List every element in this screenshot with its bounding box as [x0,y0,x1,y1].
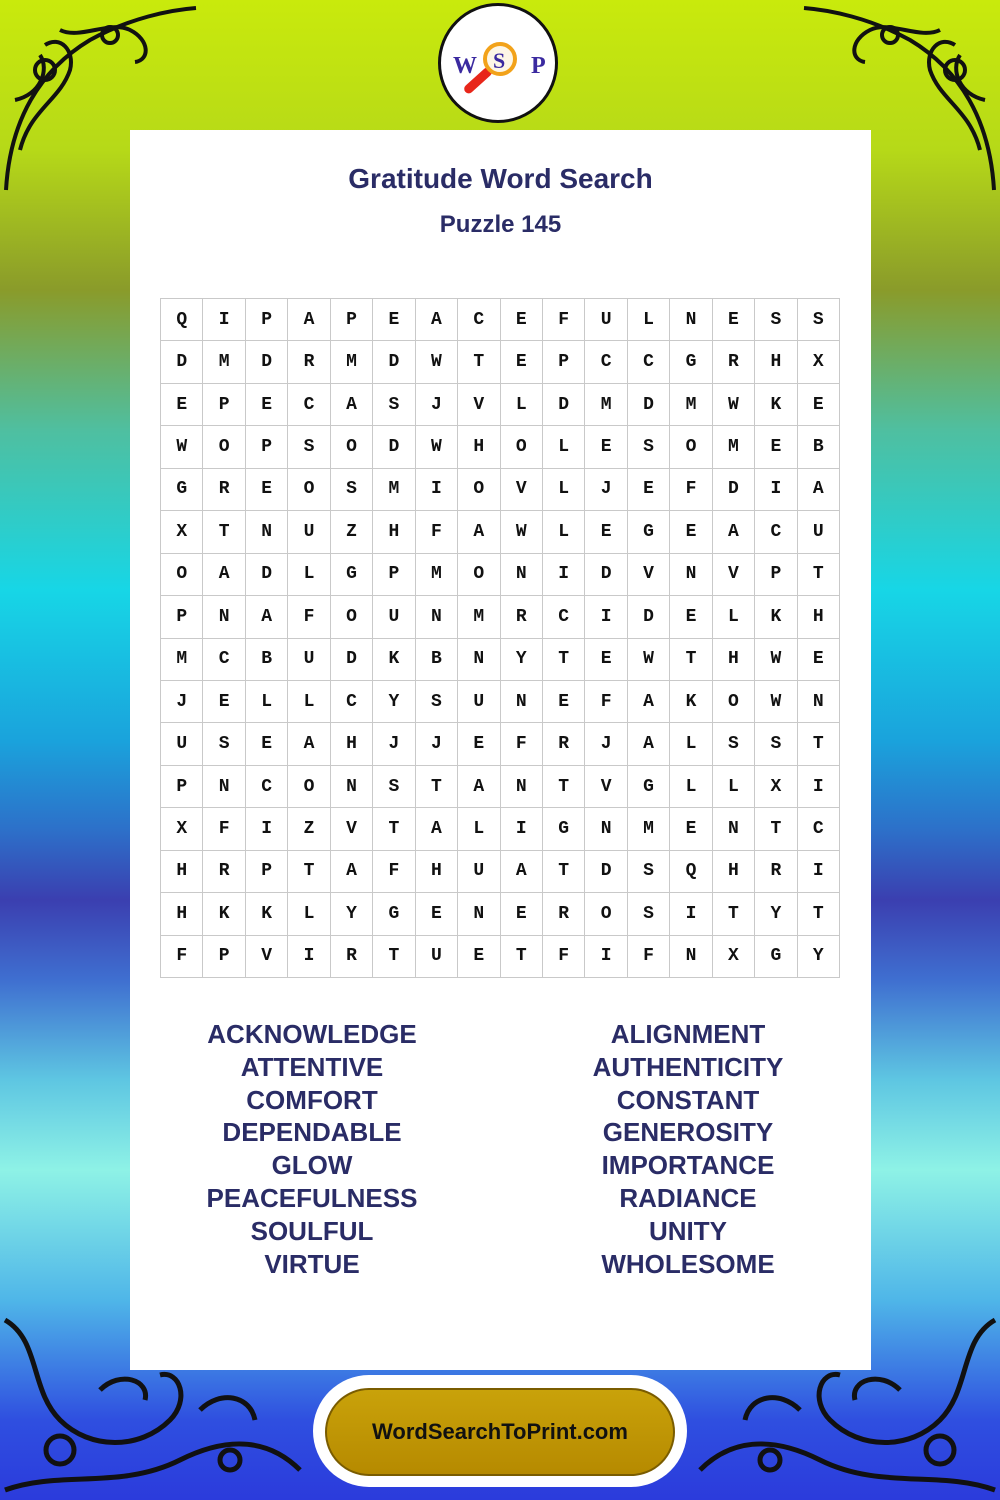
word-list-item: IMPORTANCE [601,1150,775,1181]
grid-cell: W [416,426,458,468]
grid-cell: L [543,511,585,553]
grid-cell: H [755,341,797,383]
grid-cell: D [713,469,755,511]
grid-cell: S [628,426,670,468]
grid-cell: L [543,426,585,468]
grid-cell: E [798,639,840,681]
grid-cell: G [161,469,203,511]
grid-cell: R [755,851,797,893]
grid-cell: I [670,893,712,935]
grid-cell: E [501,341,543,383]
grid-cell: Y [501,639,543,681]
grid-cell: E [501,299,543,341]
grid-cell: P [246,426,288,468]
grid-cell: T [501,936,543,978]
grid-cell: X [161,511,203,553]
grid-cell: D [628,596,670,638]
grid-cell: E [670,808,712,850]
website-link-label: WordSearchToPrint.com [372,1419,628,1444]
grid-cell: P [203,384,245,426]
grid-cell: P [246,299,288,341]
grid-cell: V [585,766,627,808]
grid-cell: N [416,596,458,638]
grid-cell: I [755,469,797,511]
grid-cell: M [713,426,755,468]
grid-cell: C [543,596,585,638]
grid-cell: P [543,341,585,383]
grid-cell: U [416,936,458,978]
grid-cell: N [501,681,543,723]
grid-cell: O [458,469,500,511]
grid-cell: E [458,723,500,765]
grid-cell: V [331,808,373,850]
grid-cell: H [161,851,203,893]
grid-cell: L [713,596,755,638]
grid-cell: A [416,808,458,850]
grid-cell: Y [798,936,840,978]
grid-cell: P [331,299,373,341]
grid-cell: C [288,384,330,426]
grid-cell: J [161,681,203,723]
grid-cell: F [628,936,670,978]
grid-cell: I [246,808,288,850]
grid-cell: U [288,511,330,553]
grid-cell: B [798,426,840,468]
grid-cell: U [373,596,415,638]
grid-cell: E [585,511,627,553]
grid-cell: M [416,554,458,596]
grid-cell: S [798,299,840,341]
grid-cell: T [373,936,415,978]
grid-cell: F [416,511,458,553]
grid-cell: I [203,299,245,341]
grid-cell: S [373,766,415,808]
grid-cell: E [670,511,712,553]
grid-cell: K [203,893,245,935]
grid-cell: A [458,511,500,553]
grid-cell: E [246,723,288,765]
grid-cell: V [501,469,543,511]
grid-cell: E [670,596,712,638]
grid-cell: N [458,639,500,681]
word-list-item: ACKNOWLEDGE [207,1019,417,1049]
grid-cell: N [670,936,712,978]
grid-cell: O [713,681,755,723]
grid-cell: E [203,681,245,723]
grid-cell: T [670,639,712,681]
grid-cell: I [585,596,627,638]
grid-cell: T [713,893,755,935]
grid-cell: A [288,299,330,341]
grid-cell: F [501,723,543,765]
grid-cell: L [501,384,543,426]
grid-cell: C [246,766,288,808]
puzzle-title: Gratitude Word Search [348,163,653,194]
website-link-button[interactable] [325,1388,675,1476]
grid-cell: M [670,384,712,426]
grid-cell: X [713,936,755,978]
grid-cell: O [288,766,330,808]
grid-cell: K [755,596,797,638]
word-list-item: VIRTUE [264,1248,360,1279]
grid-cell: L [288,893,330,935]
grid-cell: E [713,299,755,341]
grid-cell: G [331,554,373,596]
grid-cell: L [543,469,585,511]
grid-cell: T [458,341,500,383]
grid-cell: D [246,341,288,383]
grid-cell: H [373,511,415,553]
grid-cell: H [416,851,458,893]
grid-cell: I [798,851,840,893]
grid-cell: O [203,426,245,468]
grid-cell: N [331,766,373,808]
grid-cell: H [161,893,203,935]
grid-cell: C [585,341,627,383]
grid-cell: O [458,554,500,596]
grid-cell: H [713,851,755,893]
grid-cell: J [585,469,627,511]
grid-cell: A [458,766,500,808]
grid-cell: E [755,426,797,468]
grid-cell: F [670,469,712,511]
grid-cell: E [416,893,458,935]
grid-cell: R [203,469,245,511]
grid-cell: T [288,851,330,893]
grid-cell: L [246,681,288,723]
grid-cell: I [501,808,543,850]
grid-cell: W [628,639,670,681]
grid-cell: L [288,681,330,723]
grid-cell: E [585,639,627,681]
grid-cell: O [331,426,373,468]
grid-cell: W [161,426,203,468]
grid-cell: W [713,384,755,426]
grid-cell: W [416,341,458,383]
grid-cell: N [458,893,500,935]
grid-cell: W [755,639,797,681]
word-list-item: UNITY [649,1215,727,1246]
grid-cell: M [331,341,373,383]
grid-cell: R [288,341,330,383]
grid-cell: E [585,426,627,468]
grid-cell: M [458,596,500,638]
grid-cell: A [246,596,288,638]
word-list-item: AUTHENTICITY [592,1051,784,1082]
grid-cell: U [458,681,500,723]
grid-cell: P [246,851,288,893]
grid-cell: A [628,723,670,765]
grid-cell: S [628,851,670,893]
grid-cell: P [755,554,797,596]
grid-cell: P [203,936,245,978]
puzzle-number: Puzzle 145 [439,211,562,238]
grid-cell: C [331,681,373,723]
grid-cell: B [246,639,288,681]
wsp-logo[interactable] [438,3,558,123]
word-list-right [523,1018,853,1280]
grid-cell: M [585,384,627,426]
grid-cell: D [331,639,373,681]
grid-cell: I [585,936,627,978]
grid-cell: A [713,511,755,553]
grid-cell: L [670,766,712,808]
grid-cell: V [628,554,670,596]
grid-cell: D [585,554,627,596]
grid-cell: I [798,766,840,808]
grid-cell: E [246,384,288,426]
grid-cell: T [373,808,415,850]
grid-cell: D [161,341,203,383]
grid-cell: C [755,511,797,553]
grid-cell: Y [331,893,373,935]
grid-cell: G [373,893,415,935]
grid-cell: A [331,384,373,426]
grid-cell: X [161,808,203,850]
grid-cell: T [203,511,245,553]
grid-cell: E [161,384,203,426]
grid-cell: C [798,808,840,850]
grid-cell: A [288,723,330,765]
logo-letter-s: S [493,48,506,73]
grid-cell: V [458,384,500,426]
grid-cell: N [670,299,712,341]
grid-cell: L [670,723,712,765]
grid-cell: S [331,469,373,511]
word-list-item: COMFORT [246,1084,378,1115]
grid-cell: E [798,384,840,426]
grid-cell: D [373,341,415,383]
grid-cell: N [501,766,543,808]
grid-cell: T [798,723,840,765]
grid-cell: A [798,469,840,511]
grid-cell: R [331,936,373,978]
grid-cell: R [203,851,245,893]
grid-cell: E [246,469,288,511]
grid-cell: P [373,554,415,596]
grid-cell: I [543,554,585,596]
grid-cell: R [713,341,755,383]
grid-cell: A [331,851,373,893]
word-list-item: CONSTANT [616,1084,760,1115]
grid-cell: H [458,426,500,468]
grid-cell: J [585,723,627,765]
word-list-item: WHOLESOME [601,1248,775,1279]
grid-cell: I [416,469,458,511]
grid-cell: T [543,766,585,808]
grid-cell: D [246,554,288,596]
grid-cell: C [203,639,245,681]
word-list-item: GENEROSITY [602,1117,774,1148]
word-list-item: ALIGNMENT [610,1019,766,1049]
grid-cell: U [585,299,627,341]
grid-cell: X [755,766,797,808]
grid-cell: W [501,511,543,553]
grid-cell: F [203,808,245,850]
grid-cell: O [288,469,330,511]
grid-cell: G [628,766,670,808]
grid-cell: H [798,596,840,638]
grid-cell: I [288,936,330,978]
grid-cell: T [755,808,797,850]
grid-cell: S [755,299,797,341]
logo-letter-w: W [453,53,477,79]
grid-cell: X [798,341,840,383]
grid-cell: D [543,384,585,426]
word-list-item: RADIANCE [619,1182,757,1213]
grid-cell: S [416,681,458,723]
grid-cell: C [628,341,670,383]
grid-cell: S [373,384,415,426]
grid-cell: O [670,426,712,468]
grid-cell: U [161,723,203,765]
word-list-item: PEACEFULNESS [206,1182,418,1213]
grid-cell: H [713,639,755,681]
grid-cell: R [543,723,585,765]
grid-cell: E [628,469,670,511]
grid-cell: F [373,851,415,893]
grid-cell: K [373,639,415,681]
grid-cell: F [161,936,203,978]
grid-cell: H [331,723,373,765]
grid-cell: N [798,681,840,723]
grid-cell: O [331,596,373,638]
grid-cell: S [713,723,755,765]
grid-cell: T [543,639,585,681]
grid-cell: M [203,341,245,383]
grid-cell: A [416,299,458,341]
grid-cell: Y [755,893,797,935]
grid-cell: O [585,893,627,935]
grid-cell: N [713,808,755,850]
grid-cell: F [543,299,585,341]
grid-cell: U [798,511,840,553]
grid-cell: K [670,681,712,723]
grid-cell: J [416,384,458,426]
word-list-item: GLOW [271,1150,353,1181]
grid-cell: Z [331,511,373,553]
letter-grid [160,298,840,978]
grid-cell: G [755,936,797,978]
grid-cell: J [373,723,415,765]
grid-cell: D [373,426,415,468]
word-list-item: ATTENTIVE [240,1051,384,1082]
grid-cell: F [585,681,627,723]
grid-cell: A [501,851,543,893]
grid-cell: P [161,596,203,638]
grid-cell: T [798,893,840,935]
grid-cell: E [543,681,585,723]
grid-cell: U [458,851,500,893]
grid-cell: M [161,639,203,681]
grid-cell: N [501,554,543,596]
grid-cell: O [501,426,543,468]
grid-cell: F [288,596,330,638]
grid-cell: N [203,596,245,638]
grid-cell: E [501,893,543,935]
grid-cell: Q [161,299,203,341]
grid-cell: L [288,554,330,596]
grid-cell: V [713,554,755,596]
grid-cell: M [628,808,670,850]
grid-cell: K [246,893,288,935]
word-list-item: SOULFUL [250,1215,374,1246]
grid-cell: L [458,808,500,850]
grid-cell: C [458,299,500,341]
grid-cell: J [416,723,458,765]
grid-cell: P [161,766,203,808]
grid-cell: U [288,639,330,681]
grid-cell: T [416,766,458,808]
grid-cell: R [543,893,585,935]
grid-cell: E [373,299,415,341]
grid-cell: S [203,723,245,765]
grid-cell: O [161,554,203,596]
grid-cell: N [670,554,712,596]
grid-cell: N [585,808,627,850]
grid-cell: D [585,851,627,893]
grid-cell: Q [670,851,712,893]
grid-cell: Z [288,808,330,850]
logo-letter-p: P [531,53,546,79]
grid-cell: T [543,851,585,893]
grid-cell: S [288,426,330,468]
grid-cell: V [246,936,288,978]
grid-cell: S [628,893,670,935]
grid-cell: N [246,511,288,553]
grid-cell: S [755,723,797,765]
grid-cell: D [628,384,670,426]
grid-cell: G [670,341,712,383]
word-list-left [147,1018,477,1280]
grid-cell: M [373,469,415,511]
word-list-item: DEPENDABLE [222,1117,402,1148]
grid-cell: A [203,554,245,596]
grid-cell: E [458,936,500,978]
grid-cell: Y [373,681,415,723]
grid-cell: B [416,639,458,681]
grid-cell: W [755,681,797,723]
grid-cell: F [543,936,585,978]
grid-cell: G [543,808,585,850]
grid-cell: L [713,766,755,808]
grid-cell: N [203,766,245,808]
grid-cell: T [798,554,840,596]
grid-cell: G [628,511,670,553]
grid-cell: R [501,596,543,638]
grid-cell: K [755,384,797,426]
grid-cell: A [628,681,670,723]
grid-cell: L [628,299,670,341]
